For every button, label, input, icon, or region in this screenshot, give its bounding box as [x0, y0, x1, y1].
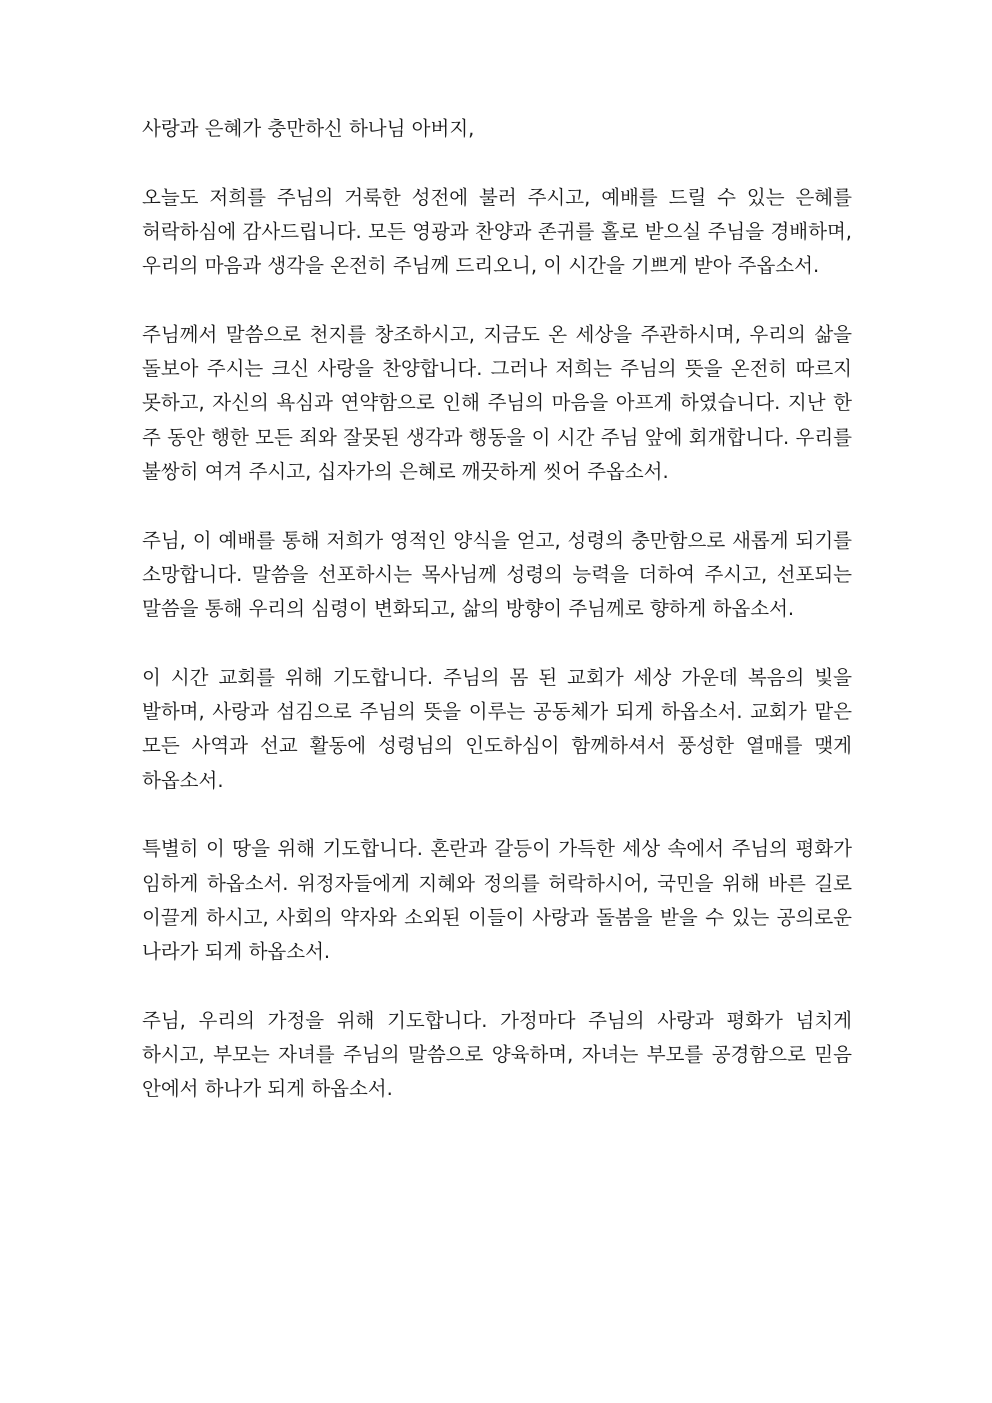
paragraph-nation: 특별히 이 땅을 위해 기도합니다. 혼란과 갈등이 가득한 세상 속에서 주님의 평화가 임하게 하옵소서. 위정자들에게 지혜와 정의를 허락하시어, 국민을 위해 바른 길로 이끌게 하시고, 사회의 약자와 소외된 이들이 사랑과 돌봄을 받을 수 있는 공의로운 나라가 되게 하옵소서.	[142, 837, 852, 964]
prayer-text	[142, 112, 852, 1141]
paragraph-thanksgiving: 오늘도 저희를 주님의 거룩한 성전에 불러 주시고, 예배를 드릴 수 있는 은혜를 허락하심에 감사드립니다. 모든 영광과 찬양과 존귀를 홀로 받으실 주님을 경배하며, 우리의 마음과 생각을 온전히 주님께 드리오니, 이 시간을 기쁘게 받아 주옵소서.	[142, 185, 852, 278]
greeting: 사랑과 은혜가 충만하신 하나님 아버지,	[142, 117, 475, 140]
paragraph-worship: 주님, 이 예배를 통해 저희가 영적인 양식을 얻고, 성령의 충만함으로 새롭게 되기를 소망합니다. 말씀을 선포하시는 목사님께 성령의 능력을 더하여 주시고, 선포되는 말씀을 통해 우리의 심령이 변화되고, 삶의 방향이 주님께로 향하게 하옵소서.	[142, 528, 852, 621]
paragraph-church: 이 시간 교회를 위해 기도합니다. 주님의 몸 된 교회가 세상 가운데 복음의 빛을 발하며, 사랑과 섬김으로 주님의 뜻을 이루는 공동체가 되게 하옵소서. 교회가 맡은 모든 사역과 선교 활동에 성령님의 인도하심이 함께하셔서 풍성한 열매를 맺게 하옵소서.	[142, 665, 852, 792]
paragraph-family: 주님, 우리의 가정을 위해 기도합니다. 가정마다 주님의 사랑과 평화가 넘치게 하시고, 부모는 자녀를 주님의 말씀으로 양육하며, 자녀는 부모를 공경함으로 믿음 안에서 하나가 되게 하옵소서.	[142, 1008, 852, 1101]
paragraph-repentance: 주님께서 말씀으로 천지를 창조하시고, 지금도 온 세상을 주관하시며, 우리의 삶을 돌보아 주시는 크신 사랑을 찬양합니다. 그러나 저희는 주님의 뜻을 온전히 따르지 못하고, 자신의 욕심과 연약함으로 인해 주님의 마음을 아프게 하였습니다. 지난 한 주 동안 행한 모든 죄와 잘못된 생각과 행동을 이 시간 주님 앞에 회개합니다. 우리를 불쌍히 여겨 주시고, 십자가의 은혜로 깨끗하게 씻어 주옵소서.	[142, 322, 852, 483]
